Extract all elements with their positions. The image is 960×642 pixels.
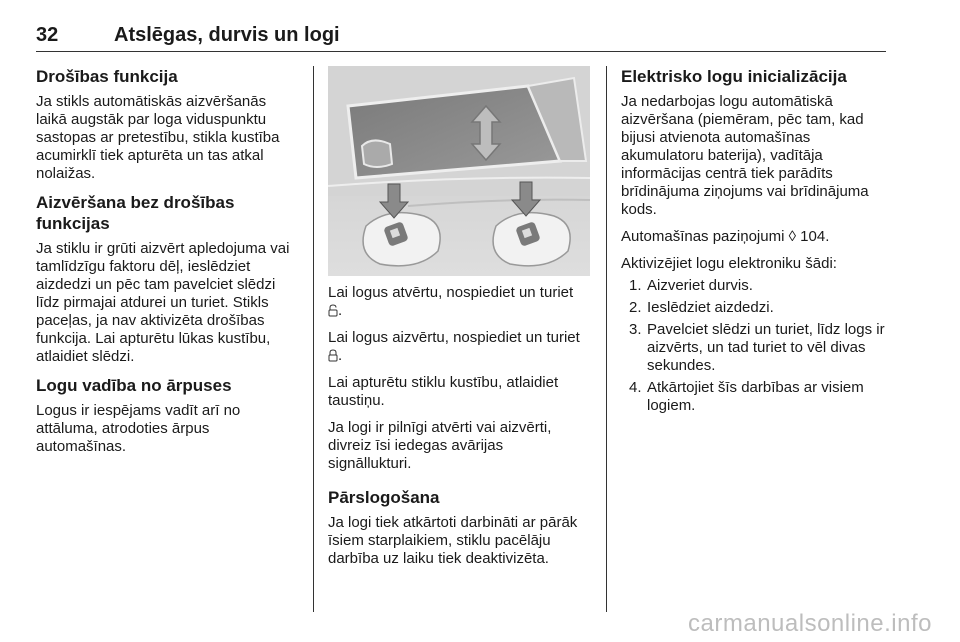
column-middle	[328, 66, 590, 577]
chapter-title: Atslēgas, durvis un logi	[114, 24, 340, 46]
key-fob-left-icon	[363, 213, 440, 266]
page-header	[36, 22, 886, 52]
paragraph: Ja logi tiek atkārtoti darbināti ar pārāk īsiem starplaikiem, stiklu pacēlāju darbība uz laiku tiek deaktivizēta.	[328, 514, 578, 567]
section-heading-init: Elektrisko logu inicializācija	[621, 67, 847, 86]
paragraph: Ja logi ir pilnīgi atvērti vai aizvērti, divreiz īsi iedegas avārijas signāllukturi.	[328, 419, 552, 472]
list-item: 2. Ieslēdziet aizdedzi.	[629, 299, 774, 316]
column-divider	[606, 66, 607, 612]
cross-reference: Automašīnas paziņojumi ◊ 104.	[621, 228, 830, 245]
page-number: 32	[36, 24, 59, 46]
paragraph-close-windows: Lai logus aizvērtu, nospiediet un turiet .	[328, 329, 580, 364]
section-heading-no-safety: Aizvēršana bez drošības funkcijas	[36, 193, 235, 233]
section-heading-overload: Pārslogošana	[328, 488, 440, 507]
steps-list	[621, 277, 886, 415]
key-fob-right-icon	[493, 213, 570, 266]
paragraph: Ja nedarbojas logu automātiskā aizvēršana (piemēram, pēc tam, kad bijusi atvienota automašīnas akumulatoru baterija), vadītāja informācijas centrā tiek parādīts brīdinājuma ziņojums vai brīdinājuma kods.	[621, 93, 869, 218]
section-heading-remote: Logu vadība no ārpuses	[36, 376, 232, 395]
section-heading-safety: Drošības funkcija	[36, 67, 178, 86]
lock-icon	[328, 349, 338, 362]
unlock-icon	[328, 304, 338, 317]
paragraph: Lai apturētu stiklu kustību, atlaidiet taustiņu.	[328, 374, 559, 409]
column-right	[621, 66, 886, 419]
list-item: 1. Aizveriet durvis.	[629, 277, 753, 294]
paragraph-open-windows: Lai logus atvērtu, nospiediet un turiet .	[328, 284, 574, 319]
paragraph: Ja stikls automātiskās aizvēršanās laikā augstāk par loga viduspunktu sastopas ar pretestību, stikla kustība acumirklī tiek apturēta un tas atkal nolaižas.	[36, 93, 280, 182]
watermark: carmanualsonline.info	[688, 610, 932, 637]
list-item: 3. Pavelciet slēdzi un turiet, līdz logs ir aizvērts, un tad turiet to vēl divas sekundes.	[629, 321, 885, 374]
paragraph: Ja stiklu ir grūti aizvērt apledojuma vai tamlīdzīgu faktoru dēļ, ieslēdziet aizdedzi un pēc tam pavelciet slēdzi līdz pirmajai atdurei un turiet. Stikls paceļas, ja nav aktivizēta drošības funkcija. Lai apturētu lūkas kustību, atlaidiet slēdzi.	[36, 240, 290, 365]
mirror-icon	[362, 140, 392, 167]
paragraph: Aktivizējiet logu elektroniku šādi:	[621, 255, 837, 272]
illustration-window-key	[328, 66, 590, 276]
column-left	[36, 66, 300, 465]
paragraph: Logus ir iespējams vadīt arī no attāluma, atrodoties ārpus automašīnas.	[36, 402, 241, 455]
list-item: 4. Atkārtojiet šīs darbības ar visiem logiem.	[629, 379, 864, 414]
column-divider	[313, 66, 314, 612]
